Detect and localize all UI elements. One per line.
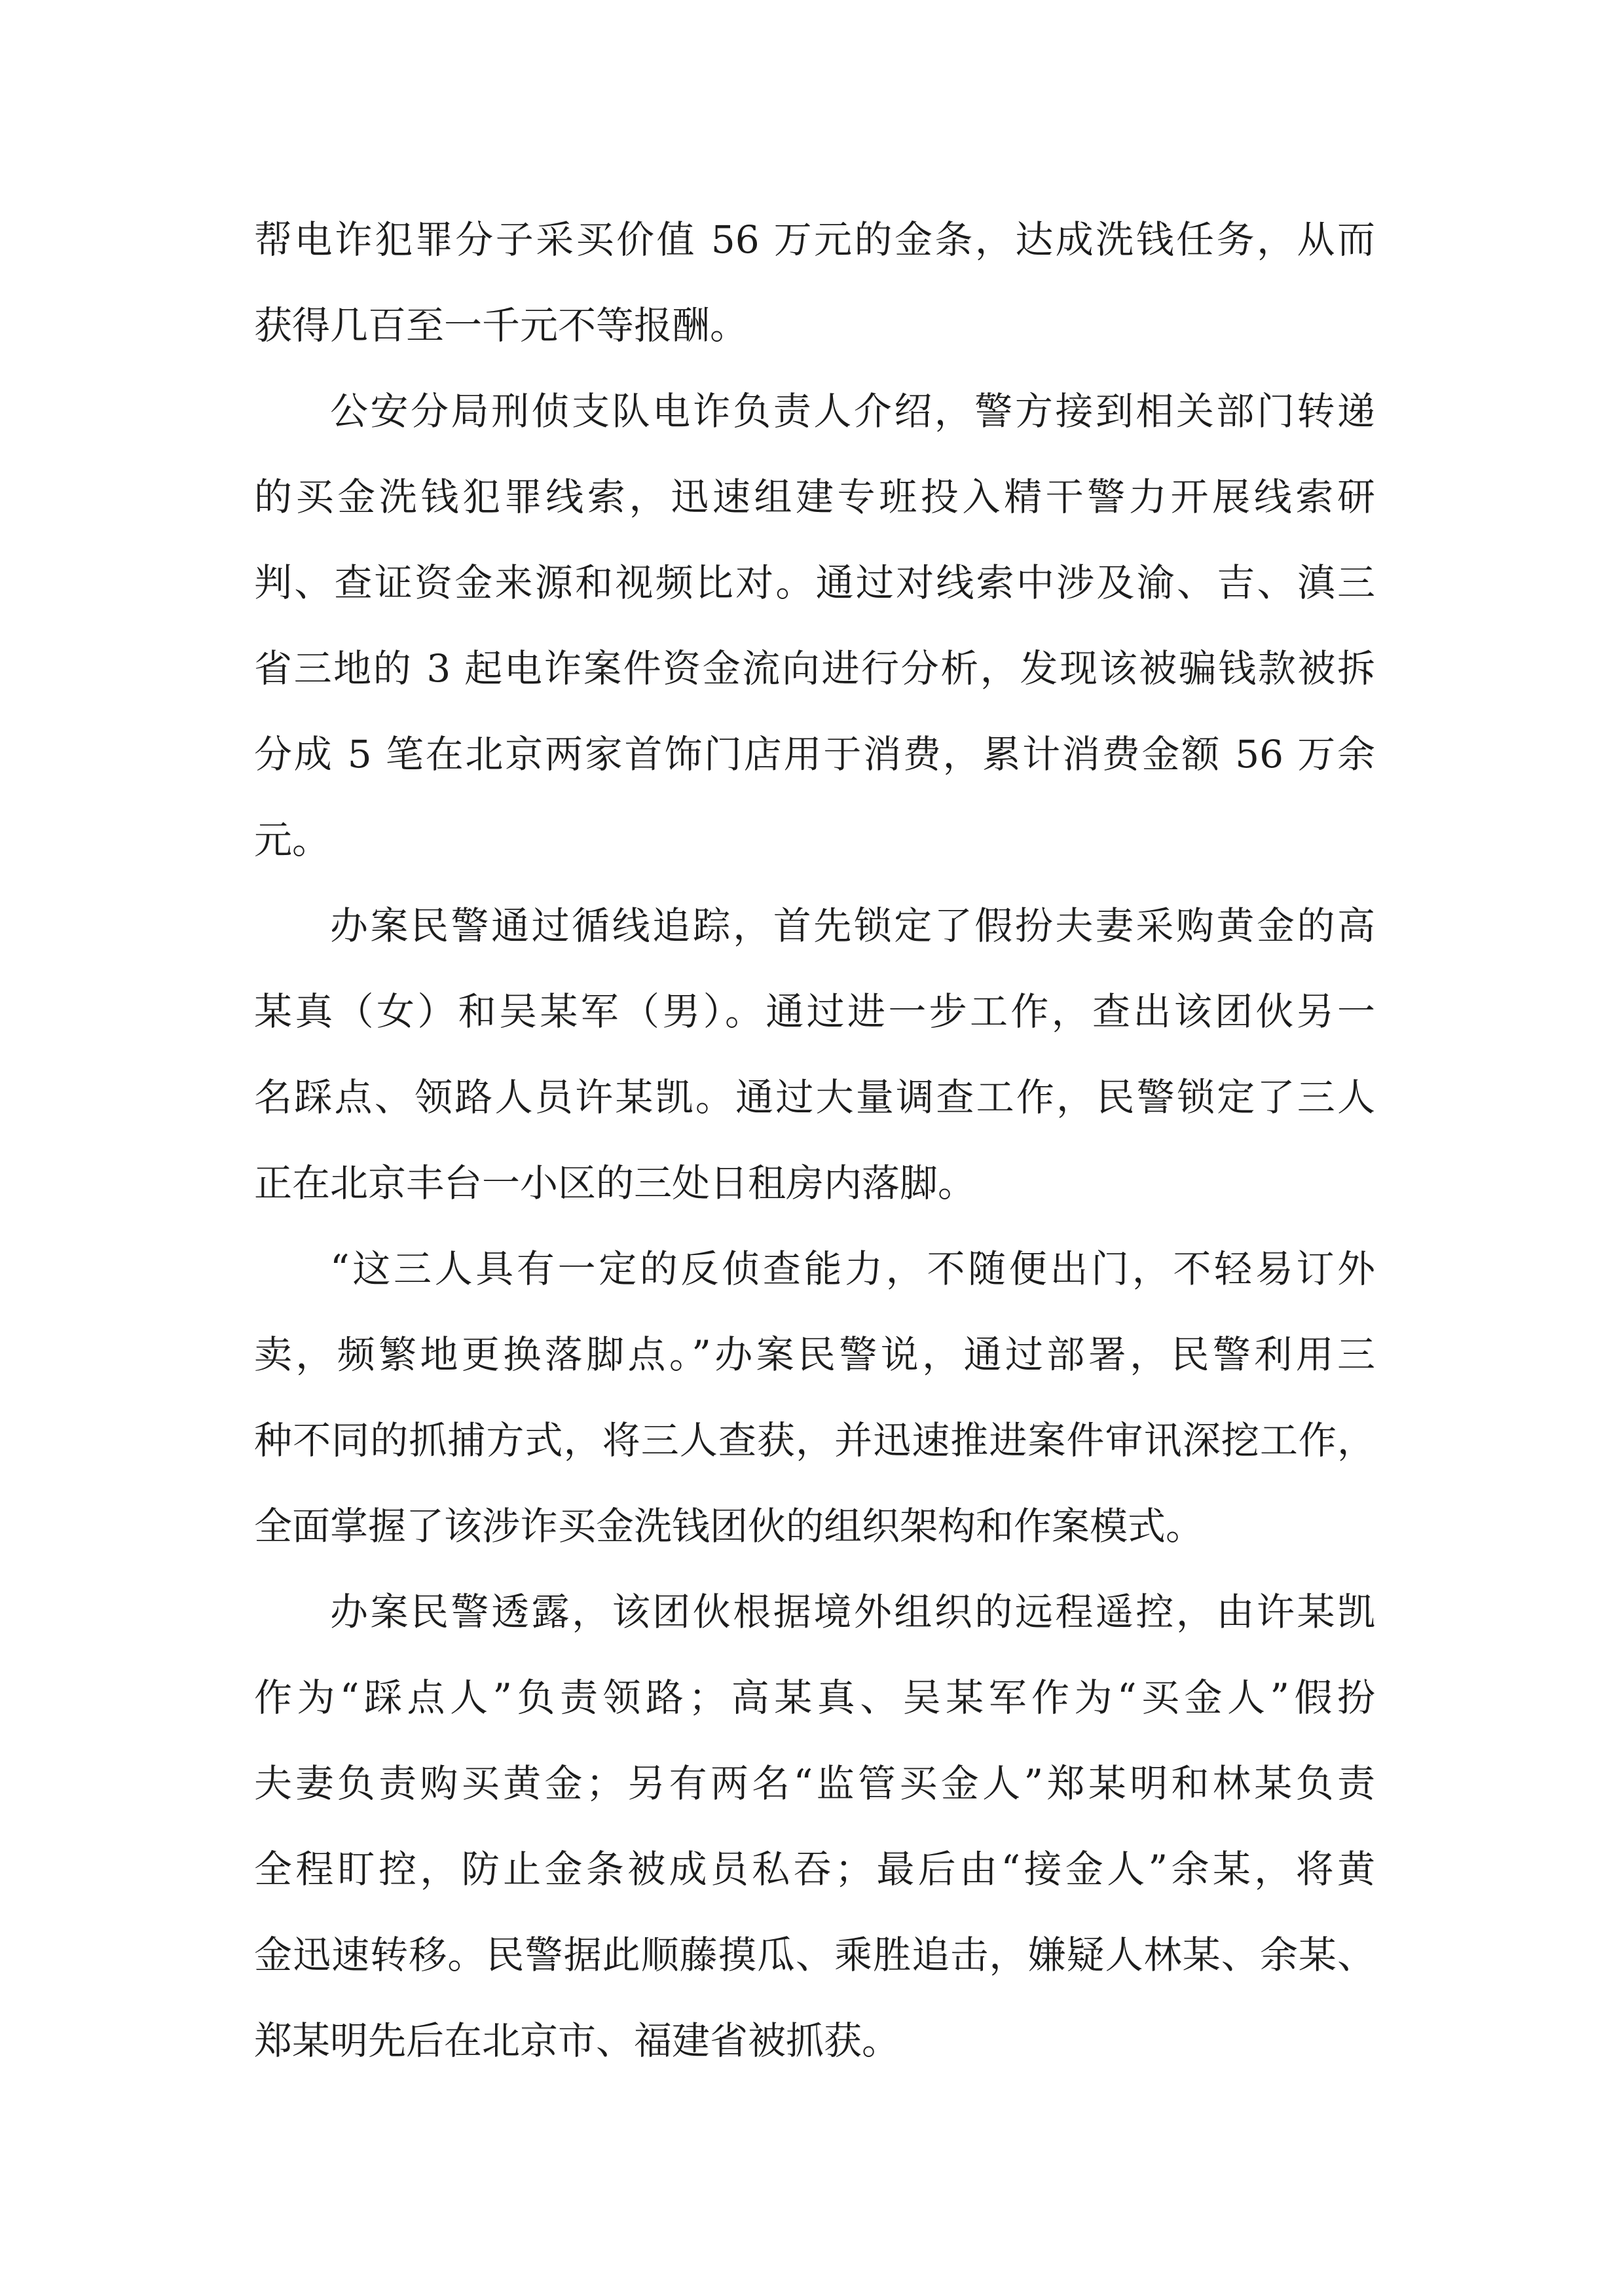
text-line: 正在北京丰台一小区的三处日租房内落脚。 [254, 1161, 976, 1205]
text-line: 金迅速转移。民警据此顺藤摸瓜、乘胜追击，嫌疑人林某、余某、 [254, 1933, 1375, 1977]
text-line: 获得几百至一千元不等报酬。 [254, 303, 748, 348]
text-line: 的买金洗钱犯罪线索，迅速组建专班投入精干警力开展线索研 [254, 475, 1375, 519]
text-line: 卖，频繁地更换落脚点。”办案民警说，通过部署，民警利用三 [254, 1332, 1375, 1377]
text-line: 省三地的 3 起电诈案件资金流向进行分析，发现该被骗钱款被拆 [254, 646, 1375, 691]
text-line: 办案民警透露，该团伙根据境外组织的远程遥控，由许某凯 [330, 1590, 1375, 1634]
paragraph-3 [254, 883, 1375, 1226]
text-line: 公安分局刑侦支队电诈负责人介绍，警方接到相关部门转递 [330, 389, 1375, 433]
text-line: “这三人具有一定的反侦查能力，不随便出门，不轻易订外 [330, 1247, 1375, 1291]
text-line: 某真（女）和吴某军（男）。通过进一步工作，查出该团伙另一 [254, 989, 1375, 1034]
text-line: 全程盯控，防止金条被成员私吞；最后由“接金人”余某，将黄 [254, 1847, 1375, 1891]
text-line: 郑某明先后在北京市、福建省被抓获。 [254, 2018, 900, 2063]
text-line: 名踩点、领路人员许某凯。通过大量调查工作，民警锁定了三人 [254, 1075, 1375, 1120]
text-line: 种不同的抓捕方式，将三人查获，并迅速推进案件审讯深挖工作， [254, 1418, 1375, 1463]
text-line: 办案民警通过循线追踪，首先锁定了假扮夫妻采购黄金的高 [330, 903, 1375, 948]
text-line: 分成 5 笔在北京两家首饰门店用于消费，累计消费金额 56 万余 [254, 732, 1375, 776]
text-line: 全面掌握了该涉诈买金洗钱团伙的组织架构和作案模式。 [254, 1504, 1204, 1548]
text-line: 判、查证资金来源和视频比对。通过对线索中涉及渝、吉、滇三 [254, 560, 1375, 605]
text-line: 元。 [254, 818, 331, 862]
text-line: 帮电诈犯罪分子采买价值 56 万元的金条，达成洗钱任务，从而 [254, 217, 1375, 262]
paragraph-2 [254, 369, 1375, 883]
text-line: 作为“踩点人”负责领路；高某真、吴某军作为“买金人”假扮 [254, 1675, 1375, 1720]
paragraph-4 [254, 1226, 1375, 1569]
paragraph-1 [254, 197, 1375, 369]
document-body [254, 197, 1375, 2084]
text-line: 夫妻负责购买黄金；另有两名“监管买金人”郑某明和林某负责 [254, 1761, 1375, 1806]
paragraph-5 [254, 1569, 1375, 2084]
